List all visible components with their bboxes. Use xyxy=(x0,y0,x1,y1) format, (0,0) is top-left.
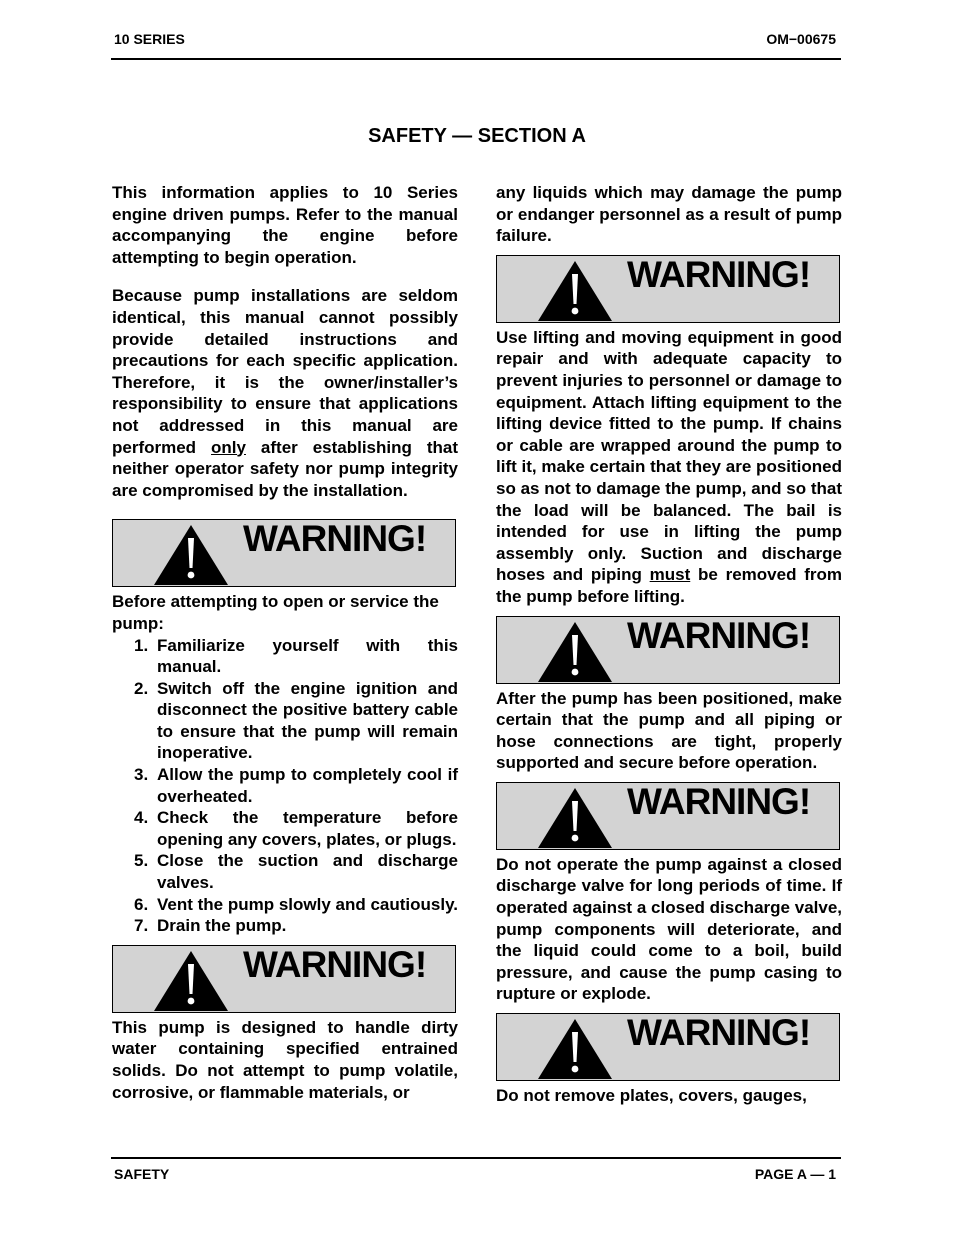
warning-banner-4 xyxy=(496,616,840,684)
warning-5-text: Do not operate the pump against a closed discharge valve for long periods of time. If operated against a closed discharge valve, pump components will deteriorate, and the liquid could come to a boil, build pressure, and cause the pump casing to rupture or explode. xyxy=(496,854,842,1004)
installation-paragraph: Because pump installations are seldom identical, this manual cannot possibly provide detailed instructions and precautions for each specific application. Therefore, it is the owner/installer’s responsibility to ensure that applications not addressed in this manual are performed only after establishing that neither operator safety nor pump integrity are compromised by the installation. xyxy=(112,286,458,500)
list-item: 2. Switch off the engine ignition and disconnect the positive battery cable to ensure that the pump will remain inoperative. xyxy=(134,678,458,763)
warning-label-2: WARNING! xyxy=(243,943,427,985)
list-item: 5. Close the suction and discharge valves. xyxy=(134,851,458,893)
warning-triangle-icon xyxy=(537,787,613,849)
warning-triangle-icon xyxy=(153,950,229,1012)
list-item: 6. Vent the pump slowly and cautiously. xyxy=(134,894,459,914)
warning-2-text: This pump is designed to handle dirty water containing specified entrained solids. Do not attempt to pump volatile, corrosive, or flammable materials, or xyxy=(112,1017,458,1102)
header-doc-number: OM−00675 xyxy=(766,31,836,47)
warning-label-5: WARNING! xyxy=(627,780,811,822)
warning-triangle-icon xyxy=(153,524,229,586)
warning-4-text: After the pump has been positioned, make certain that the pump and all piping or hose connections are tight, properly supported and secure before operation. xyxy=(496,688,842,773)
list-item: 7. Drain the pump. xyxy=(134,916,287,936)
warning-banner-2 xyxy=(112,945,456,1013)
list-item: 1. Familiarize yourself with this manual. xyxy=(134,635,458,677)
right-column xyxy=(496,182,842,1107)
warning-label-3: WARNING! xyxy=(627,253,811,295)
continued-paragraph: any liquids which may damage the pump or endanger personnel as a result of pump failure. xyxy=(496,183,842,246)
warning-3-text: Use lifting and moving equipment in good repair and with adequate capacity to prevent injuries to personnel or damage to equipment. Attach lifting equipment to the lifting device fitted to the pump. If chains or cable are wrapped around the pump to lift it, make certain that they are positioned so as not to damage the pump, and so that the load will be balanced. The bail is intended for use in lifting the pump assembly only. Suction and discharge hoses and piping must be removed from the pump before lifting. xyxy=(496,327,843,606)
intro-paragraph: This information applies to 10 Series engine driven pumps. Refer to the manual accompanying the engine before attempting to begin operation. xyxy=(112,183,458,267)
header-rule xyxy=(111,58,841,60)
list-item: 3. Allow the pump to completely cool if overheated. xyxy=(134,765,458,806)
page-title: SAFETY — SECTION A xyxy=(368,125,586,147)
warning-triangle-icon xyxy=(537,621,613,683)
warning-label-1: WARNING! xyxy=(243,518,427,560)
warning-label-4: WARNING! xyxy=(627,614,811,656)
footer-section: SAFETY xyxy=(114,1166,170,1182)
warning-banner-6 xyxy=(496,1013,840,1081)
warning-triangle-icon xyxy=(537,260,613,322)
warning-6-text: Do not remove plates, covers, gauges, xyxy=(496,1086,807,1106)
left-column xyxy=(112,182,458,1103)
warning-1-intro: Before attempting to open or service the pump: xyxy=(112,592,439,633)
footer-rule xyxy=(111,1157,841,1159)
service-steps-list xyxy=(112,635,458,937)
warning-banner-1 xyxy=(112,519,456,587)
emphasis-only: only xyxy=(211,437,246,457)
list-item: 4. Check the temperature before opening any covers, plates, or plugs. xyxy=(134,808,458,849)
footer-page-number: PAGE A — 1 xyxy=(754,1166,836,1182)
warning-label-6: WARNING! xyxy=(627,1012,811,1054)
warning-banner-5 xyxy=(496,782,840,850)
warning-triangle-icon xyxy=(537,1018,613,1080)
header-series: 10 SERIES xyxy=(114,31,185,47)
emphasis-must: must xyxy=(649,565,691,585)
warning-banner-3 xyxy=(496,255,840,323)
